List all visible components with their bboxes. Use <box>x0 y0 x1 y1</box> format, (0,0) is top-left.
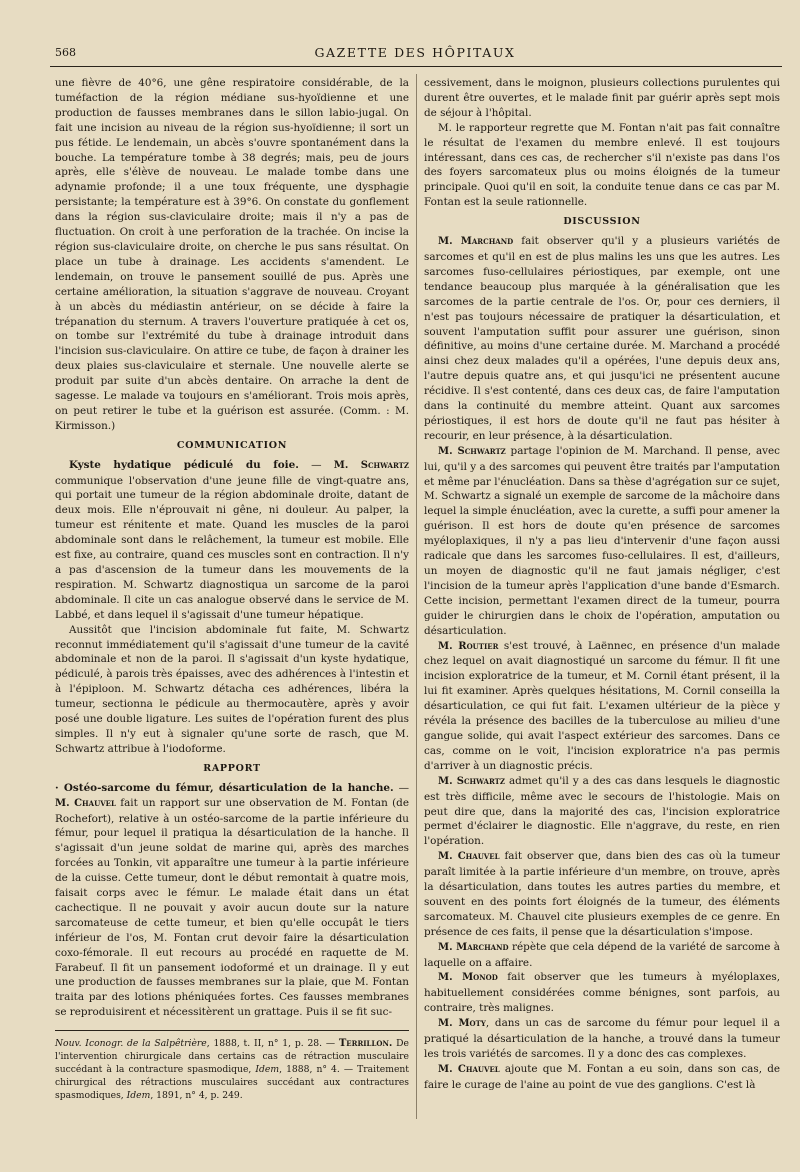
section-heading-rapport: RAPPORT <box>203 762 261 774</box>
paragraph-kyste <box>55 458 409 623</box>
discussion-entry <box>424 639 780 774</box>
speaker-name: M. Marchand <box>438 236 514 248</box>
paragraph: cessivement, dans le moignon, plusieurs collections purulentes qui durent être ouvertes, et le malade finit par guérir après sept mois de séjour à l'hôpital. <box>424 77 780 119</box>
paragraph-text: fait observer que, dans bien des cas où la tumeur paraît limitée à la partie inférieure d'un membre, on trouve, après la désarticulation, dans toutes les autres parties du membre, et souvent en des points fort éloignés de la tumeur, des éléments sarcomateux. M. Chauvel cite plusieurs exemples de ce genre. En présence de ces faits, il pense que la désarticulation s'impose. <box>424 850 780 938</box>
paragraph-text: partage l'opinion de M. Marchand. Il pense, avec lui, qu'il y a des sarcomes qui peuvent être traités par l'amputation et même par l'énucléation. Dans sa thèse d'agrégation sur ce sujet, M. Schwartz a signalé un exemple de sarcome de la mâchoire dans lequel la simple énucléation, avec la curette, a suffi pour amener la guérison. Il est hors de doute qu'en présence de sarcomes myéloplaxiques, il n'y a pas lieu d'intervenir d'une façon aussi radicale que dans les sarcomes fuso-cellulaires. Il est, d'ailleurs, un moyen de diagnostic qu'il ne faut jamais négliger, c'est l'incision de la tumeur après l'application d'une bande d'Esmarch. Cette incision, permettant l'examen direct de la tumeur, pourra guider le chirurgien dans le choix de l'opération, amputation ou désarticulation. <box>424 444 781 637</box>
footnote-journal: Nouv. Iconogr. de la Salpêtrière <box>55 1038 207 1050</box>
speaker-name: M. Schwartz <box>438 775 505 787</box>
left-column <box>55 76 409 1102</box>
footnote <box>55 1037 409 1102</box>
discussion-entry <box>424 774 780 850</box>
dash: — <box>393 781 409 794</box>
speaker-name: M. Routier <box>438 640 499 652</box>
discussion-entry <box>424 444 780 639</box>
paragraph-text: admet qu'il y a des cas dans lesquels le diagnostic est très difficile, même avec le secours de l'histologie. Mais on peut dire que, dans la majorité des cas, l'incision exploratrice permet d'éclairer le diagnostic. Elle n'aggrave, du reste, en rien l'opération. <box>424 774 780 848</box>
speaker-name: M. Schwartz <box>333 459 409 471</box>
footnote-rule <box>55 1030 409 1031</box>
page-number: 568 <box>55 46 76 59</box>
column-divider <box>416 74 417 1119</box>
paragraph-text: fait observer qu'il y a plusieurs variétés de sarcomes et qu'il en est de plus malins les uns que les autres. Les sarcomes fuso-cellulaires périostiques, par exemple, ont une tendance beaucoup plus marquée à la généralisation que les sarcomes de la partie centrale de l'os. Or, pour ces derniers, il n'est pas toujours nécessaire de pratiquer la désarticulation, et souvent l'amputation suffit pour assurer une guérison, sinon définitive, au moins d'une certaine durée. M. Marchand a procédé ainsi chez deux malades qu'il a opérées, l'une depuis deux ans, l'autre depuis quatre ans, et qui jusqu'ici ne présentent aucune récidive. Il s'est contenté, dans ces deux cas, de faire l'amputation dans la continuité du membre atteint. Quant aux sarcomes périostiques, il est hors de doute qu'il ne faut pas hésiter à recourir, en leur présence, à la désarticulation. <box>424 235 781 442</box>
paragraph-text: répète que cela dépend de la variété de sarcome à laquelle on a affaire. <box>424 940 780 969</box>
article-title: · Ostéo-sarcome du fémur, désarticulation de la hanche. <box>55 781 394 794</box>
paragraph: M. le rapporteur regrette que M. Fontan n'ait pas fait connaître le résultat de l'examen du membre enlevé. Il est toujours intéressant, dans ces cas, de rechercher s'il n'existe pas dans l'os des foyers sarcomateux plus ou moins éloignés de la tumeur principale. Quoi qu'il en soit, la conduite tenue dans ce cas par M. Fontan est la seule rationnelle. <box>424 121 780 209</box>
paragraph-osteo-sarcome <box>55 781 409 1021</box>
paragraph-text: , dans un cas de sarcome du fémur pour lequel il a pratiqué la désarticulation de la hanche, a trouvé dans la tumeur les trois variétés de sarcomes. Il y a donc des cas complexes. <box>424 1017 780 1060</box>
dash: — <box>298 458 334 471</box>
paragraph-text: ajoute que M. Fontan a eu soin, dans son cas, de faire le curage de l'aine au point de vue des ganglions. C'est là <box>424 1062 780 1091</box>
header-rule <box>50 66 782 67</box>
speaker-name: M. Monod <box>438 972 498 984</box>
footnote-text: , 1891, n° 4, p. 249. <box>150 1090 243 1102</box>
paragraph-text: communique l'observation d'une jeune fille de vingt-quatre ans, qui portait une tumeur de la région abdominale droite, datant de deux mois. Elle n'éprouvait ni gêne, ni douleur. Au palper, la tumeur est rénitente et mate. Quand les muscles de la paroi abdominale sont dans le relâchement, la tumeur est mobile. Elle est fixe, au contraire, quand ces muscles sont en contraction. Il n'y a pas d'ascension de la tumeur dans les mouvements de la respiration. M. Schwartz diagnostiqua un sarcome de la paroi abdominale. Il cite un cas analogue observé dans le service de M. Labbé, et dans lequel il s'agissait d'une tumeur hépatique. <box>55 474 409 621</box>
running-title: GAZETTE DES HÔPITAUX <box>314 45 516 60</box>
speaker-name: M. Schwartz <box>438 445 506 457</box>
speaker-name: M. Chauvel <box>55 797 116 809</box>
paragraph: Aussitôt que l'incision abdominale fut faite, M. Schwartz reconnut immédiatement qu'il s'agissait d'une tumeur de la cavité abdominale et non de la paroi. Il s'agissait d'un kyste hydatique, pédiculé, à parois très épaisses, avec des adhérences à l'intestin et à l'épiploon. M. Schwartz détacha ces adhérences, libéra la tumeur, sectionna le pédicule au thermocautère, après y avoir posé une double ligature. Les suites de l'opération furent des plus simples. Il n'y eut à signaler qu'une sorte de rasch, que M. Schwartz attribue à l'iodoforme. <box>55 623 409 755</box>
footnote-text: , 1888, t. II, n° 1, p. 28. — <box>206 1038 339 1050</box>
section-heading-discussion: DISCUSSION <box>563 216 641 228</box>
speaker-name: M. Marchand <box>438 941 509 953</box>
speaker-name: M. Chauvel <box>438 1063 500 1075</box>
section-heading-communication: COMMUNICATION <box>176 439 288 451</box>
footnote-author: Terrillon. <box>338 1038 393 1050</box>
discussion-entry <box>424 1062 780 1093</box>
footnote-journal: Idem <box>255 1064 280 1076</box>
paragraph-text: s'est trouvé, à Laënnec, en présence d'un malade chez lequel on avait diagnostiqué un sarcome du fémur. Il fit une incision exploratrice de la tumeur, et M. Cornil étant présent, il la lui fit examiner. Après quelques hésitations, M. Cornil conseilla la désarticulation, ce qui fut fait. L'examen ultérieur de la pièce y révéla la présence des bacilles de la tuberculose au milieu d'une gangue solide, qui avait l'aspect extérieur des sarcomes. Dans ce cas, comme on le voit, l'incision exploratrice n'a pas permis d'arriver à un diagnostic précis. <box>424 639 780 772</box>
discussion-entry <box>424 234 780 444</box>
footnote-text: , 1888, n° 4. — Traitement chirurgical des rétractions musculaires succédant aux contractures spasmodiques, <box>55 1064 409 1102</box>
discussion-entry <box>424 1016 780 1062</box>
footnote-journal: Idem <box>126 1090 151 1102</box>
footnote-text: De l'intervention chirurgicale dans certains cas de rétraction musculaire succédant à la contracture spasmodique, <box>55 1038 409 1076</box>
article-title: Kyste hydatique pédiculé du foie. <box>69 458 299 471</box>
paragraph-text: fait un rapport sur une observation de M. Fontan (de Rochefort), relative à un ostéo-sarcome de la partie inférieure du fémur, pour lequel il pratiqua la désarticulation de la hanche. Il s'agissait d'un jeune soldat de marine qui, après des marches forcées au Tonkin, vit apparaître une tumeur à la partie inférieure de la cuisse. Cette tumeur, dont le début remontait à quatre mois, faisait corps avec le fémur. Le malade était dans un état cachectique. Il ne pouvait y avoir aucun doute sur la nature sarcomateuse de cette tumeur, et bien qu'elle occupât le tiers inférieur de l'os, M. Fontan crut devoir faire la désarticulation coxo-fémorale. Il eut recours au procédé en raquette de M. Farabeuf. Il fit un pansement iodoformé et un drainage. Il y eut une production de fausses membranes sur la plaie, que M. Fontan traita par des lotions phéniquées fortes. Ces fausses membranes se reproduisirent et nécessitèrent un grattage. Puis il se fit suc- <box>55 796 409 1019</box>
discussion-entry <box>424 849 780 939</box>
speaker-name: M. Chauvel <box>438 851 500 863</box>
page-header <box>50 43 780 65</box>
paragraph: une fièvre de 40°6, une gêne respiratoire considérable, de la tuméfaction de la région médiane sus-hyoïdienne et une production de fausses membranes dans le sillon labio-jugal. On fait une incision au niveau de la région sus-hyoïdienne; il sort un pus fétide. Le lendemain, un abcès s'ouvre spontanément dans la bouche. La température tombe à 38 degrés; mais, peu de jours après, elle s'élève de nouveau. Le malade tombe dans une adynamie profonde; il a une toux fréquente, une dysphagie persistante; la température est à 39°6. On constate du gonflement dans la région sus-claviculaire droite; mais il n'y a pas de fluctuation. On croit à une perforation de la trachée. On incise la région sus-claviculaire droite, on cherche le pus sans résultat. On place un tube à drainage. Les accidents s'amendent. Le lendemain, on trouve le pansement souillé de pus. Après une certaine amélioration, la situation s'aggrave de nouveau. Croyant à un abcès du médiastin antérieur, on se décide à faire la trépanation du sternum. A travers l'ouverture pratiquée à cet os, on tombe sur l'extrémité du tube à drainage introduit dans l'incision sus-claviculaire. On attire ce tube, de façon à drainer les deux plaies sus-claviculaire et sternale. Une nouvelle alerte se produit par suite d'un abcès dentaire. On arrache la dent de sagesse. Le malade va toujours en s'améliorant. Trois mois après, on peut retirer le tube et la guérison est assurée. (Comm. : M. Kirmisson.) <box>55 77 409 432</box>
discussion-entry <box>424 940 780 971</box>
speaker-name: M. Moty <box>438 1018 486 1030</box>
right-column <box>424 76 780 1093</box>
paragraph-text: fait observer que les tumeurs à myéloplaxes, habituellement considérées comme bénignes, sont parfois, au contraire, très malignes. <box>424 971 780 1015</box>
discussion-entry <box>424 970 780 1016</box>
